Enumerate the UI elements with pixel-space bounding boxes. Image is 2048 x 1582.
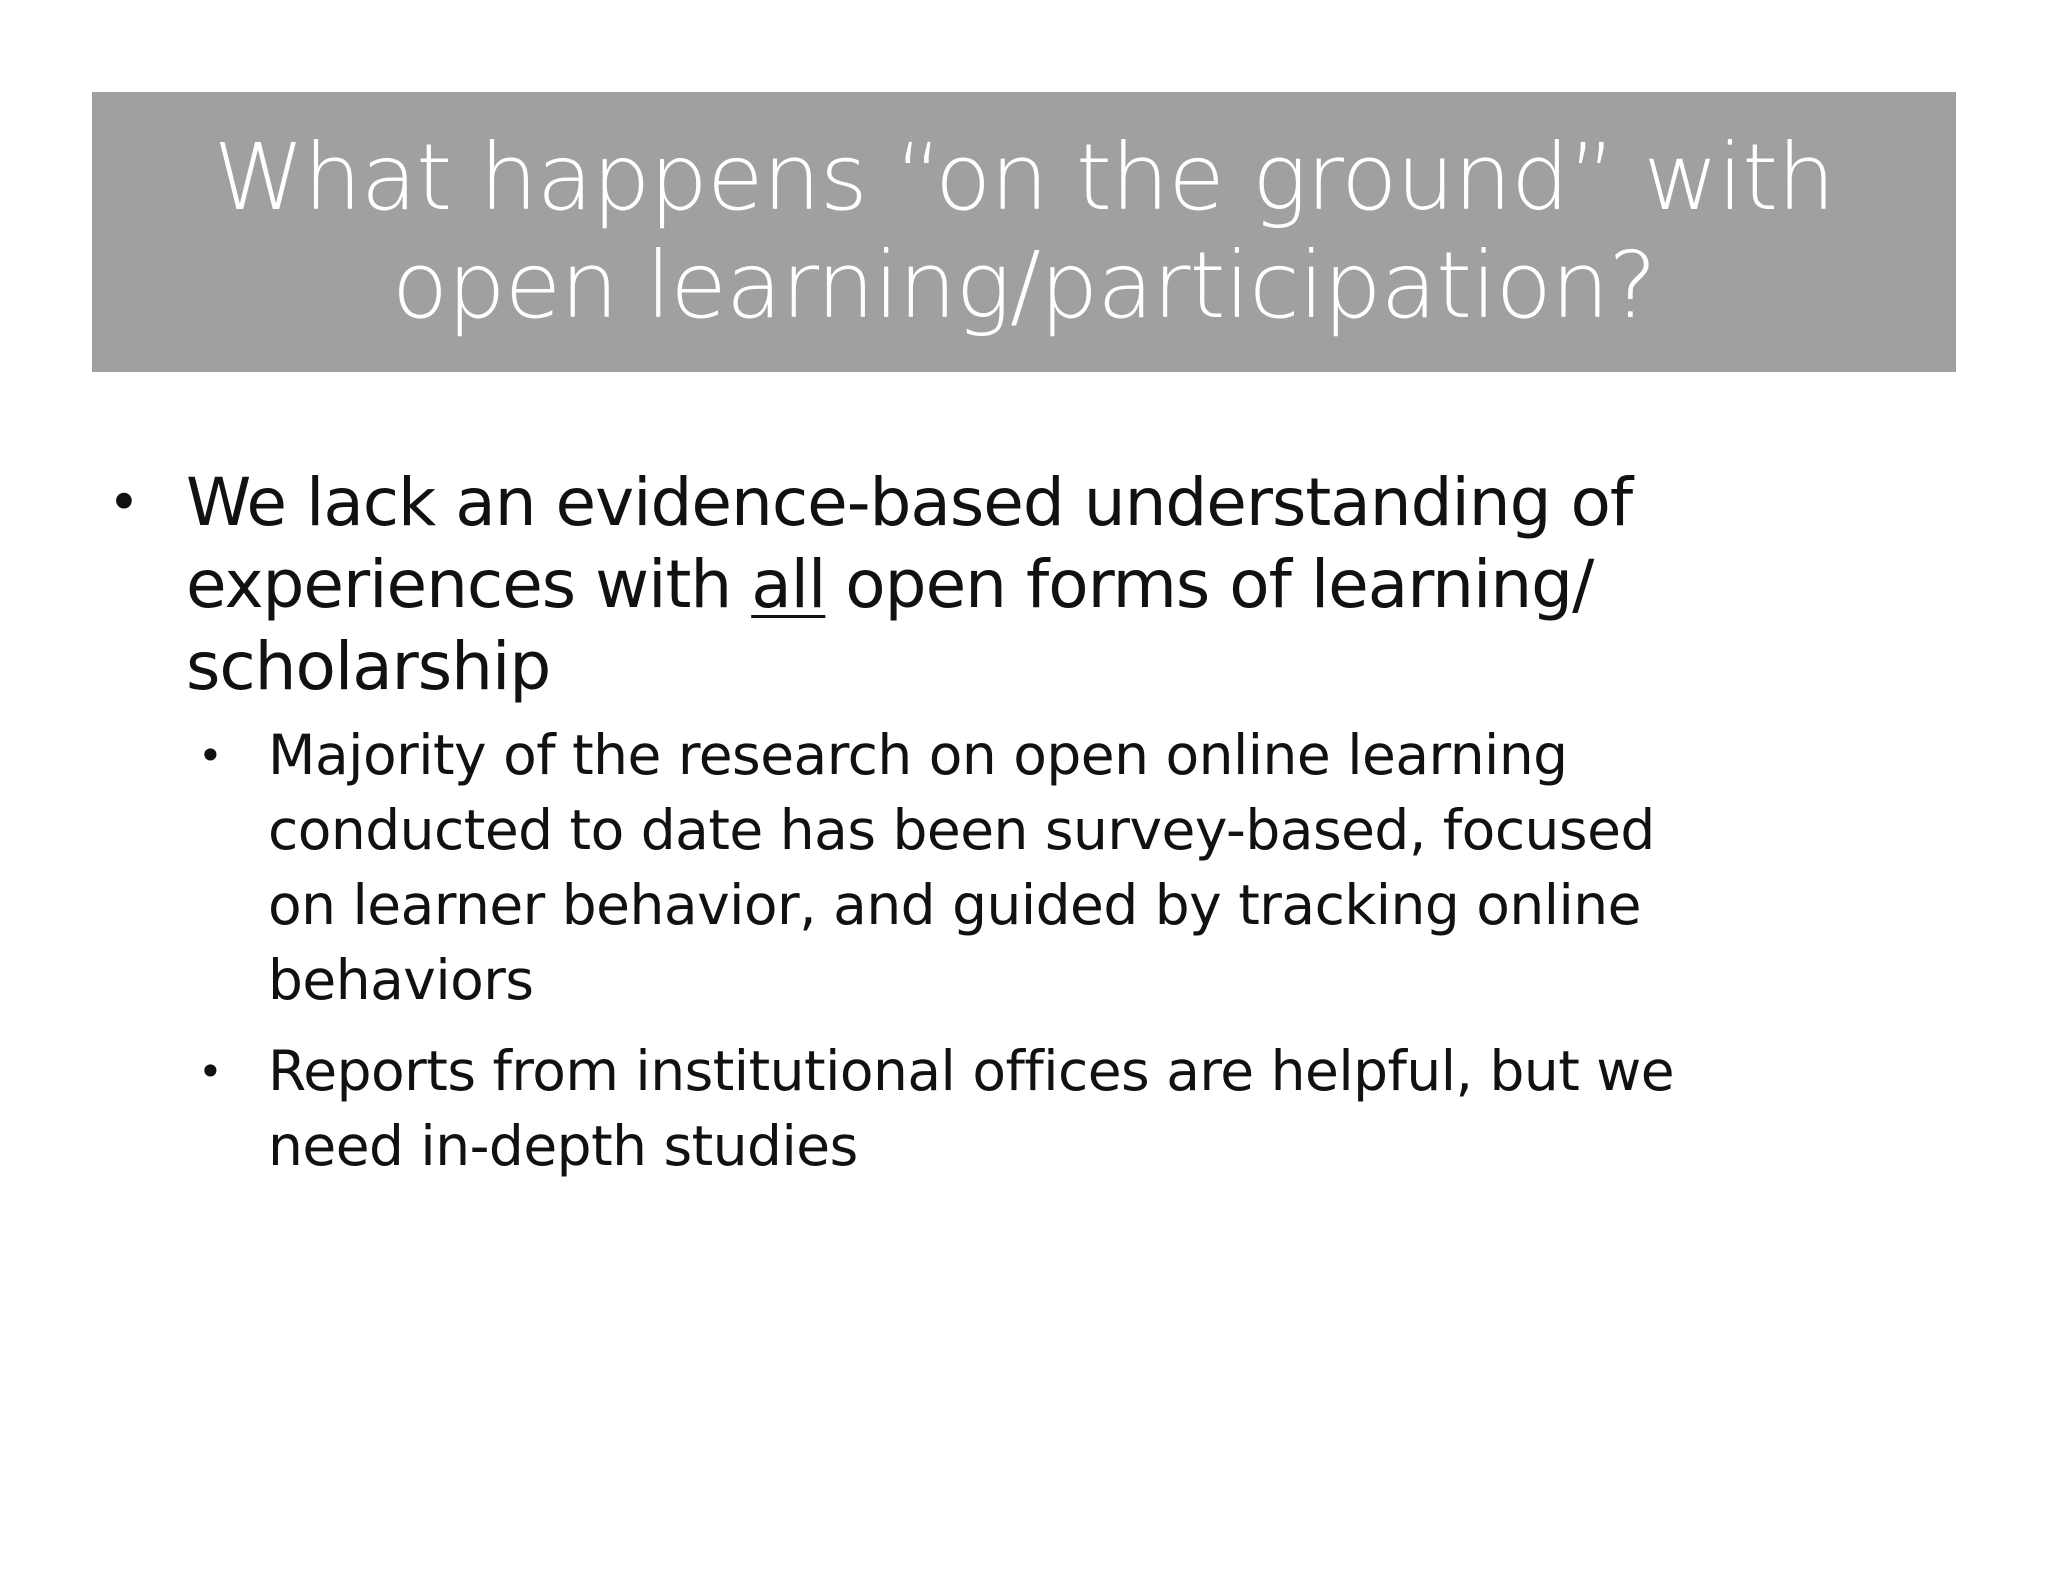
sub-bullet-item [186,718,1950,1018]
emphasis-word: all [751,546,826,623]
sub-bullet-line: Reports from institutional offices are helpful, but we [268,1039,1675,1103]
sub-bullet-line: need in-depth studies [268,1114,858,1178]
slide-title-line-2: open learning/participation? [391,232,1657,339]
sub-bullet-line: on learner behavior, and guided by tracking online [268,873,1641,937]
sub-bullet-marker: • [198,1047,223,1096]
sub-bullet-item [186,1034,1950,1184]
bullet-marker: • [108,471,139,534]
sub-bullet-line: conducted to date has been survey-based, focused [268,798,1655,862]
bullet-item [100,462,1950,708]
title-bar [92,92,1956,372]
sub-bullet-line: behaviors [268,948,534,1012]
slide-body [100,462,1950,1200]
bullet-text-line-2 [186,544,1950,626]
bullet-text-line-3: scholarship [186,628,551,705]
sub-bullet-line: Majority of the research on open online learning [268,723,1568,787]
bullet-text-line-2-prefix: experiences with [186,546,752,623]
slide-title-line-1: What happens “on the ground” with [213,124,1835,231]
bullet-text-line-1: We lack an evidence-based understanding of [186,464,1633,541]
sub-bullet-marker: • [198,731,223,780]
sub-bullet-list [186,718,1950,1184]
bullet-text-line-2-suffix: open forms of learning/ [825,546,1594,623]
